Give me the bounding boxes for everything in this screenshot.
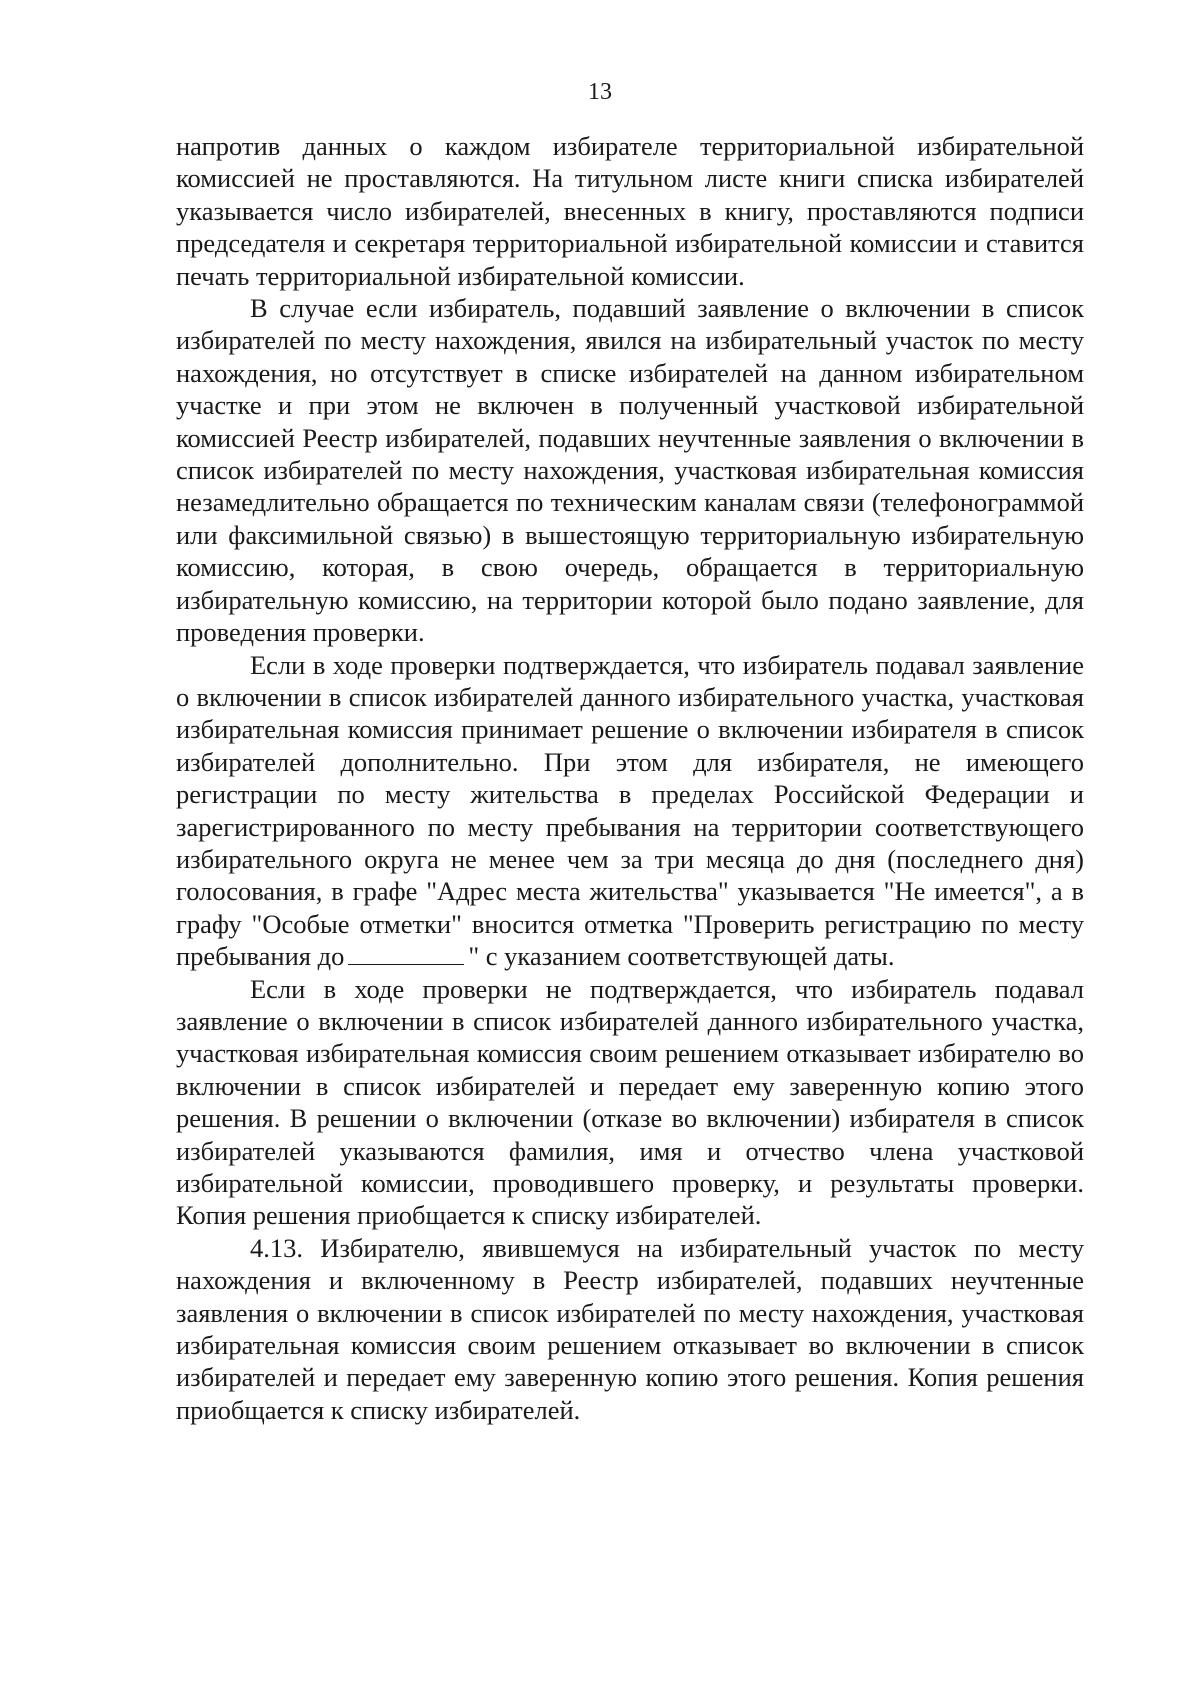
paragraph-check-confirmed-text: Если в ходе проверки подтверждается, что избиратель подавал заявление о включении в список избирателей данного избирательного участка, участковая избирательная комиссия принимает решение о включении избирателя в список избирателей дополнительно. При этом для избирателя, не имеющего регистрации по месту жительства в пределах Российской Федерации и зарегистрированного по месту пребывания на территории соответствующего избирательного округа не менее чем за три месяца до дня (последнего дня) голосования, в графе "Адрес места жительства" указывается "Не имеется", а в графу "Особые отметки" вносится отметка "Проверить регистрацию по месту пребывания до (176, 649, 1084, 972)
paragraph-check-confirmed (176, 649, 1084, 973)
paragraph-check-not-confirmed: Если в ходе проверки не подтверждается, что избиратель подавал заявление о включении в список избирателей данного избирательного участка, участковая избирательная комиссия своим решением отказывает избирателю во включении в список избирателей и передает ему заверенную копию этого решения. В решении о включении (отказе во включении) избирателя в список избирателей указываются фамилия, имя и отчество члена участковой избирательной комиссии, проводившего проверку, и результаты проверки. Копия решения приобщается к списку избирателей. (176, 973, 1084, 1231)
date-blank-line (348, 946, 464, 965)
paragraph-continuation: напротив данных о каждом избирателе территориальной избирательной комиссией не проставляются. На титульном листе книги списка избирателей указывается число избирателей, внесенных в книгу, проставляются подписи председателя и секретаря территориальной избирательной комиссии и ставится печать территориальной избирательной комиссии. (176, 131, 1084, 291)
paragraph-voter-not-in-list: В случае если избиратель, подавший заявление о включении в список избирателей по месту нахождения, явился на избирательный участок по месту нахождения, но отсутствует в списке избирателей на данном избирательном участке и при этом не включен в полученный участковой избирательной комиссией Реестр избирателей, подавших неучтенные заявления о включении в список избирателей по месту нахождения, участковая избирательная комиссия незамедлительно обращается по техническим каналам связи (телефонограммой или факсимильной связью) в вышестоящую территориальную избирательную комиссию, которая, в свою очередь, обращается в территориальную избирательную комиссию, на территории которой было подано заявление, для проведения проверки. (176, 293, 1084, 648)
page-number: 13 (588, 79, 612, 105)
paragraph-check-confirmed-tail: " с указанием соответствующей даты. (468, 941, 895, 972)
paragraph-4-13: 4.13. Избирателю, явившемуся на избирательный участок по месту нахождения и включенному в Реестр избирателей, подавших неучтенные заявления о включении в список избирателей по месту нахождения, участковая избирательная комиссия своим решением отказывает во включении в список избирателей и передает ему заверенную копию этого решения. Копия решения приобщается к списку избирателей. (176, 1232, 1084, 1425)
document-body (176, 130, 1084, 1426)
